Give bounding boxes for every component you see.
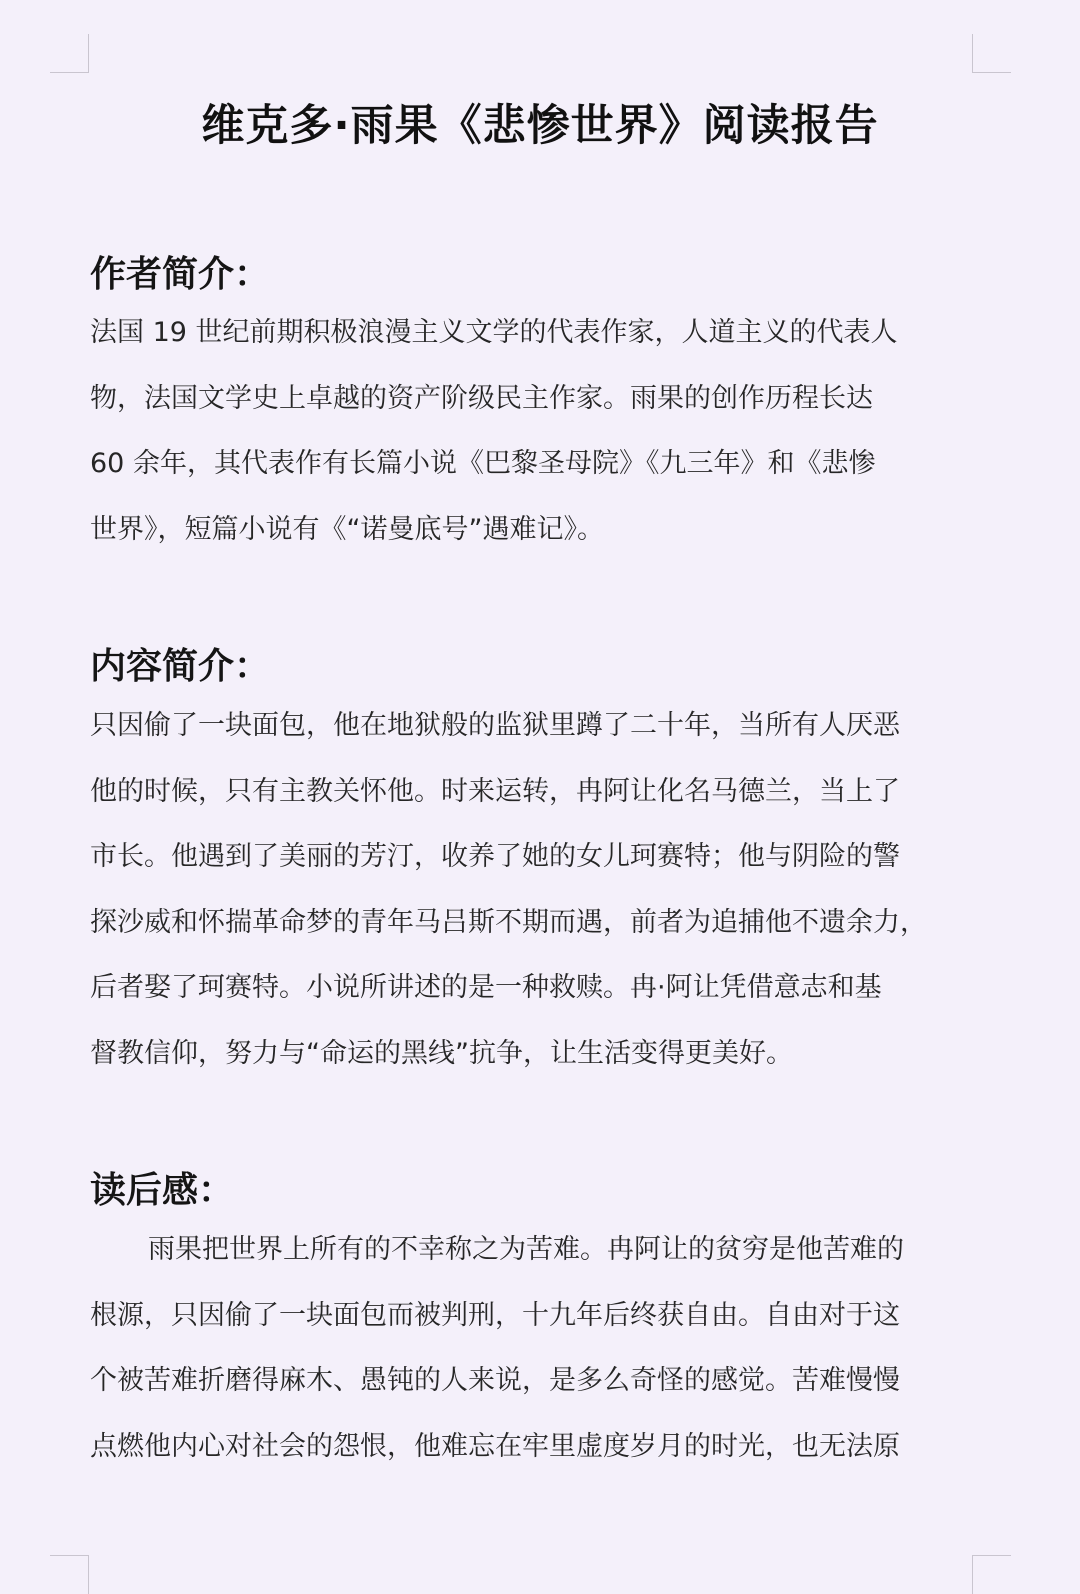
text-line: 物，法国文学史上卓越的资产阶级民主作家。雨果的创作历程长达 [90, 382, 873, 414]
section-heading-author: 作者简介： [90, 254, 271, 295]
text-line: 他的时候，只有主教关怀他。时来运转，冉阿让化名马德兰，当上了 [90, 775, 900, 807]
page-corner-mark-top-left [50, 34, 89, 73]
text-line: 后者娶了珂赛特。小说所讲述的是一种救赎。冉·阿让凭借意志和基 [90, 972, 882, 1003]
text-line: 世界》，短篇小说有《“诺曼底号”遇难记》。 [90, 513, 604, 545]
page-corner-mark-bottom-right [972, 1555, 1011, 1594]
page-corner-mark-top-right [972, 34, 1011, 73]
section-heading-content: 内容简介： [90, 646, 271, 687]
section-body-author [90, 300, 980, 562]
text-line: 法国 19 世纪前期积极浪漫主义文学的代表作家，人道主义的代表人 [90, 317, 898, 348]
document-title: 维克多·雨果《悲惨世界》阅读报告 [201, 101, 879, 151]
text-line: 探沙威和怀揣革命梦的青年马吕斯不期而遇，前者为追捕他不遗余力， [90, 906, 927, 938]
text-line: 根源，只因偷了一块面包而被判刑，十九年后终获自由。自由对于这 [90, 1299, 900, 1331]
page-corner-mark-bottom-left [50, 1555, 89, 1594]
text-line: 只因偷了一块面包，他在地狱般的监狱里蹲了二十年，当所有人厌恶 [90, 710, 900, 741]
text-line: 市长。他遇到了美丽的芳汀，收养了她的女儿珂赛特；他与阴险的警 [90, 841, 900, 872]
text-line: 个被苦难折磨得麻木、愚钝的人来说，是多么奇怪的感觉。苦难慢慢 [90, 1365, 900, 1396]
section-body-reflection [90, 1217, 980, 1479]
text-line: 60 余年，其代表作有长篇小说《巴黎圣母院》《九三年》和《悲惨 [90, 448, 876, 479]
text-line: 督教信仰，努力与“命运的黑线”抗争，让生活变得更美好。 [90, 1037, 793, 1069]
text-line: 雨果把世界上所有的不幸称之为苦难。冉阿让的贫穷是他苦难的 [148, 1234, 904, 1265]
text-line: 点燃他内心对社会的怨恨，他难忘在牢里虚度岁月的时光，也无法原 [90, 1430, 900, 1462]
section-body-content [90, 693, 980, 1086]
section-heading-reflection: 读后感： [90, 1170, 235, 1211]
